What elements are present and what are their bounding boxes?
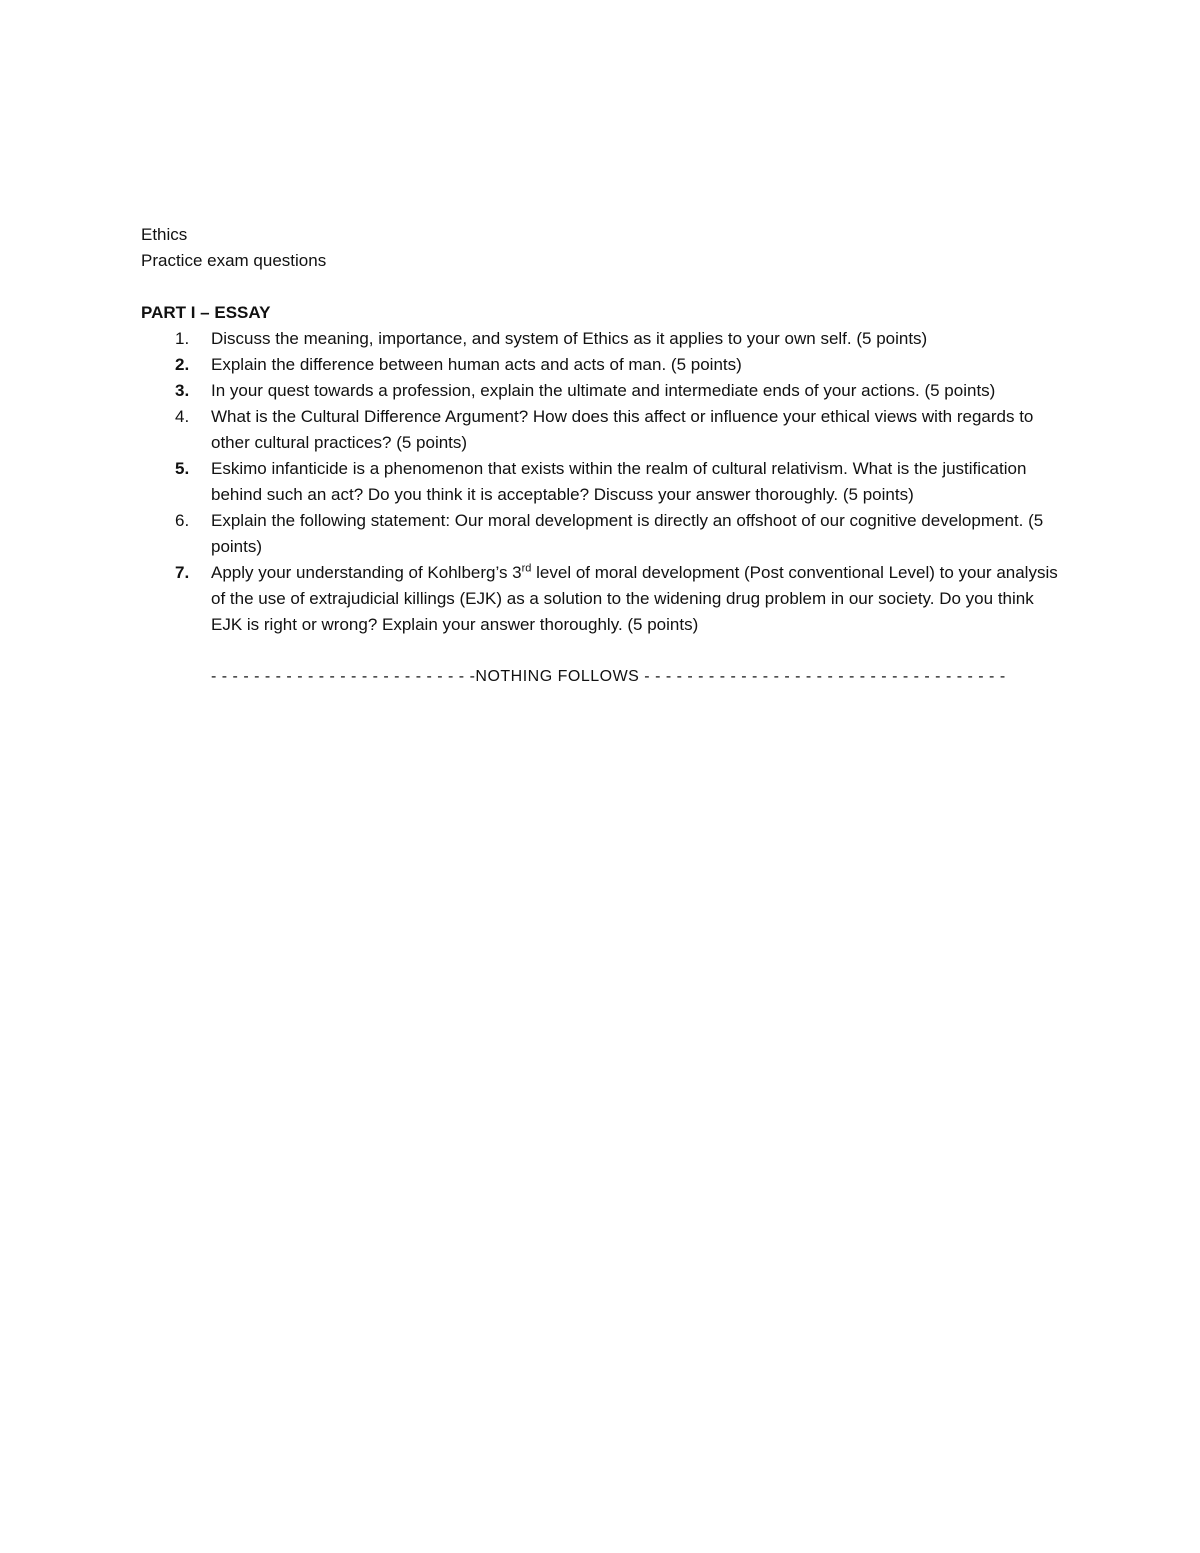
part-heading: PART I – ESSAY bbox=[141, 303, 271, 322]
question-number: 2. bbox=[175, 355, 190, 374]
document-body bbox=[141, 222, 1061, 690]
question-list bbox=[141, 326, 1061, 638]
question-number: 1. bbox=[175, 329, 190, 348]
question-text: Eskimo infanticide is a phenomenon that exists within the realm of cultural relativism. What is the justification behind such an act? Do you think it is acceptable? Discuss your answer thoroughly. (5 points) bbox=[211, 459, 1027, 504]
question-text: Explain the following statement: Our moral development is directly an offshoot of our cognitive development. (5 points) bbox=[211, 511, 1044, 556]
question-number: 7. bbox=[175, 563, 190, 582]
question-number: 6. bbox=[175, 511, 190, 530]
question-text: What is the Cultural Difference Argument? How does this affect or influence your ethical views with regards to other cultural practices? (5 points) bbox=[211, 407, 1034, 452]
question-item-1 bbox=[141, 326, 1061, 352]
question-text: In your quest towards a profession, explain the ultimate and intermediate ends of your actions. (5 points) bbox=[211, 381, 996, 400]
ordinal-superscript: rd bbox=[521, 562, 532, 575]
question-item-4 bbox=[141, 404, 1061, 456]
question-number: 3. bbox=[175, 381, 190, 400]
question-item-3 bbox=[141, 378, 1061, 404]
document-subject: Ethics bbox=[141, 225, 188, 244]
question-item-7 bbox=[141, 560, 1061, 638]
question-item-2 bbox=[141, 352, 1061, 378]
nothing-follows-footer: - - - - - - - - - - - - - - - - - - - - - - - - -NOTHING FOLLOWS - - - - - - - - - - - - - - - - - - - - - - - - - - - - - - - - - - bbox=[211, 668, 1006, 685]
document-subtitle: Practice exam questions bbox=[141, 251, 327, 270]
question-text: Explain the difference between human acts and acts of man. (5 points) bbox=[211, 355, 742, 374]
question-text-after: level of moral development (Post conventional Level) to your analysis of the use of extrajudicial killings (EJK) as a solution to the widening drug problem in our society. Do you think EJK is right or wrong? Explain your answer thoroughly. (5 points) bbox=[211, 563, 1058, 634]
question-text: Discuss the meaning, importance, and system of Ethics as it applies to your own self. (5 points) bbox=[211, 329, 928, 348]
question-number: 4. bbox=[175, 407, 190, 426]
question-item-6 bbox=[141, 508, 1061, 560]
question-number: 5. bbox=[175, 459, 190, 478]
question-item-5 bbox=[141, 456, 1061, 508]
blank-line bbox=[141, 274, 1061, 300]
question-text-before: Apply your understanding of Kohlberg’s 3 bbox=[211, 563, 522, 582]
